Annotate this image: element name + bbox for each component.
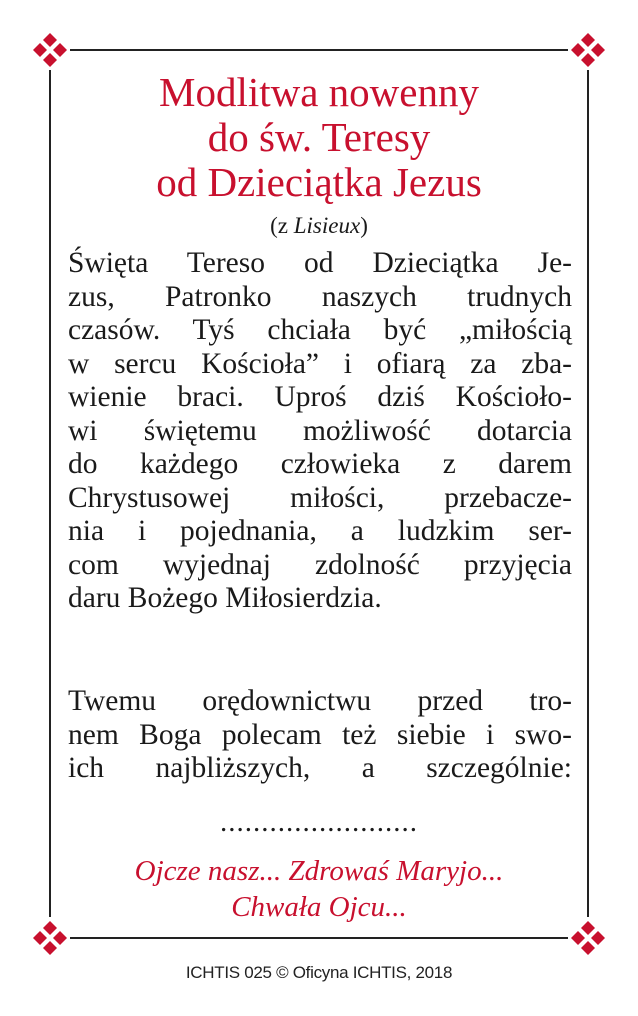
title-line: od Dzieciątka Jezus bbox=[156, 159, 482, 205]
subtitle-place: Lisieux bbox=[293, 213, 361, 238]
closing-line: Ojcze nasz... Zdrowaś Maryjo... bbox=[134, 855, 504, 887]
frame-bottom-line bbox=[70, 937, 568, 939]
publisher-footer: ICHTIS 025 © Oficyna ICHTIS, 2018 bbox=[185, 963, 453, 982]
text-line: wi świętemu możliwość dotarcia bbox=[68, 414, 572, 447]
text-line: Święta Tereso od Dzieciątka Je- bbox=[68, 247, 572, 279]
text-line: nem Boga polecam też siebie i swo- bbox=[68, 718, 572, 751]
prayer-paragraph-2 bbox=[68, 685, 572, 786]
text-line: w sercu Kościoła” i ofiarą za zba- bbox=[68, 347, 572, 380]
closing-prayers bbox=[40, 853, 598, 925]
corner-ornament-icon-top-right bbox=[570, 32, 606, 68]
text-line: Chrystusowej miłości, przebacze- bbox=[68, 481, 572, 514]
text-line: daru Bożego Miłosierdzia. bbox=[68, 582, 382, 614]
subtitle-close: ) bbox=[360, 213, 368, 238]
subtitle-open: (z bbox=[270, 213, 294, 238]
prayer-paragraph-1 bbox=[68, 247, 572, 616]
text-line: do każdego człowieka z darem bbox=[68, 448, 572, 480]
frame-top-line bbox=[70, 49, 568, 51]
text-line: Twemu orędownictwu przed tro- bbox=[68, 685, 572, 717]
corner-ornament-icon-bottom-right bbox=[570, 920, 606, 956]
text-line: czasów. Tyś chciała być „miłością bbox=[68, 314, 572, 346]
prayer-subtitle bbox=[40, 212, 598, 240]
text-line: com wyjednaj zdolność przyjęcia bbox=[68, 548, 572, 581]
intention-dotted-line: ........................ bbox=[220, 806, 418, 838]
title-line: Modlitwa nowenny bbox=[159, 69, 479, 115]
text-line: wienie braci. Uproś dziś Kościoło- bbox=[68, 381, 572, 413]
corner-ornament-icon-top-left bbox=[32, 32, 68, 68]
corner-ornament-icon-bottom-left bbox=[32, 920, 68, 956]
prayer-title bbox=[40, 70, 598, 205]
text-line: ich najbliższych, a szczególnie: bbox=[68, 752, 572, 784]
text-line: zus, Patronko naszych trudnych bbox=[68, 280, 572, 313]
closing-line: Chwała Ojcu... bbox=[231, 891, 407, 923]
text-line: nia i pojednania, a ludzkim ser- bbox=[68, 515, 572, 547]
title-line: do św. Teresy bbox=[207, 114, 431, 160]
